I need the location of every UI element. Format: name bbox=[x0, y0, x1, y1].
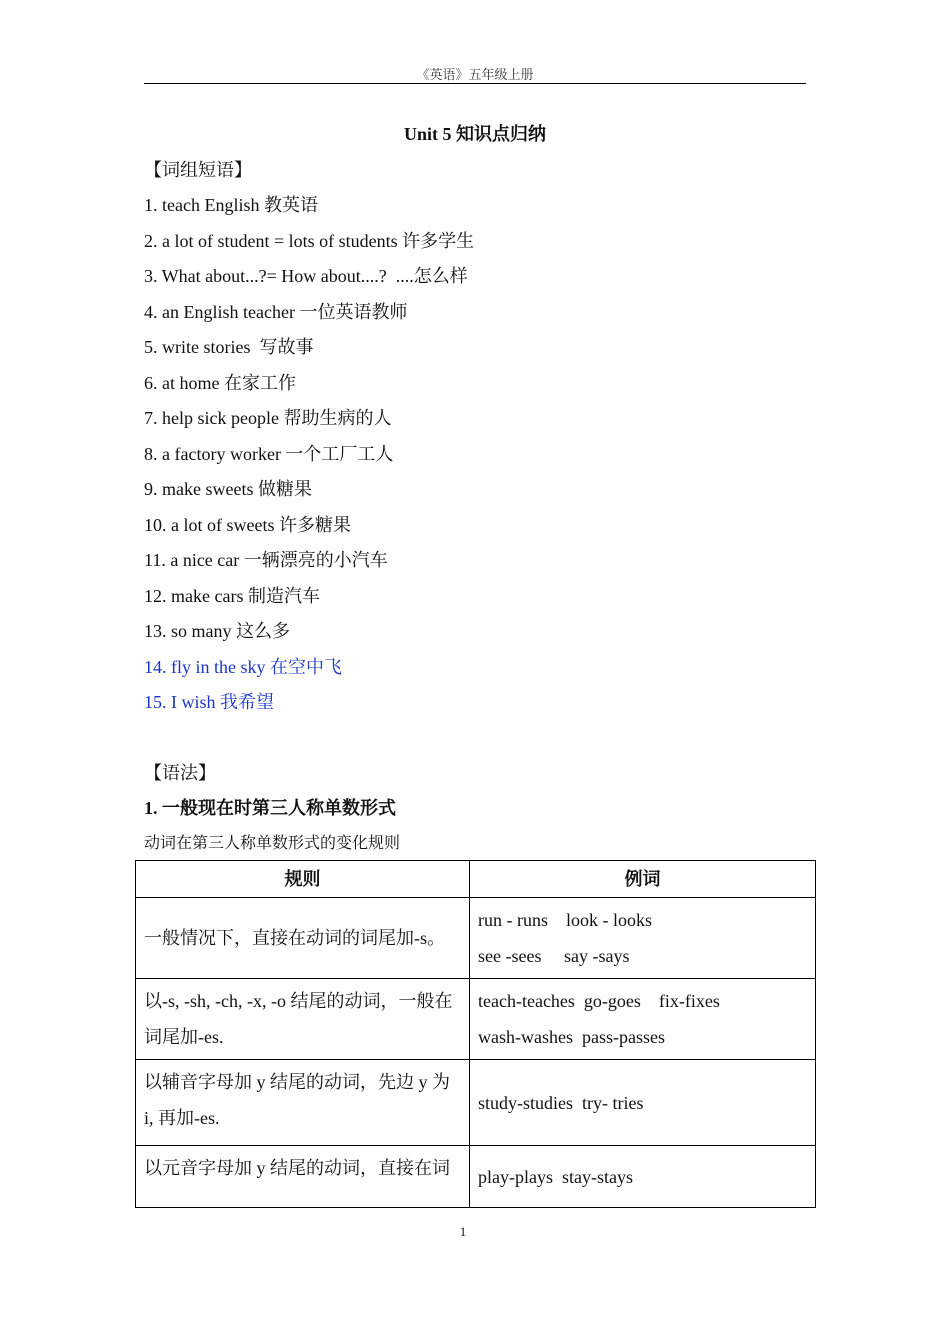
header-rule bbox=[144, 83, 806, 84]
third-person-rules-table bbox=[135, 860, 816, 1208]
rule-cell: 一般情况下，直接在动词的词尾加-s。 bbox=[136, 898, 470, 979]
rule-cell: 以辅音字母加 y 结尾的动词，先边 y 为 i, 再加-es. bbox=[136, 1060, 470, 1146]
examples-cell bbox=[470, 979, 816, 1060]
phrase-item: 9. make sweets 做糖果 bbox=[144, 479, 312, 499]
grammar-heading: 【语法】 bbox=[144, 763, 216, 783]
phrase-item-highlighted: 15. I wish 我希望 bbox=[144, 692, 274, 712]
phrase-item: 7. help sick people 帮助生病的人 bbox=[144, 408, 392, 428]
running-header: 《英语》五年级上册 bbox=[416, 67, 534, 82]
phrase-item: 8. a factory worker 一个工厂工人 bbox=[144, 444, 394, 464]
table-row bbox=[136, 1146, 816, 1208]
column-header-examples: 例词 bbox=[470, 861, 816, 898]
table-row bbox=[136, 1060, 816, 1146]
phrase-item: 5. write stories 写故事 bbox=[144, 337, 314, 357]
phrase-item: 12. make cars 制造汽车 bbox=[144, 586, 320, 606]
page-number: 1 bbox=[459, 1224, 467, 1239]
table-header-row bbox=[136, 861, 816, 898]
phrase-item: 13. so many 这么多 bbox=[144, 621, 290, 641]
examples-cell bbox=[470, 1060, 816, 1146]
phrase-item: 4. an English teacher 一位英语教师 bbox=[144, 302, 408, 322]
example-line: play-plays stay-stays bbox=[478, 1166, 633, 1187]
phrase-item: 3. What about...?= How about....? ....怎么样 bbox=[144, 266, 468, 286]
phrase-item: 1. teach English 教英语 bbox=[144, 195, 318, 215]
phrase-item: 6. at home 在家工作 bbox=[144, 373, 296, 393]
grammar-subheading: 1. 一般现在时第三人称单数形式 bbox=[144, 798, 396, 818]
grammar-intro: 动词在第三人称单数形式的变化规则 bbox=[144, 835, 401, 852]
examples-cell bbox=[470, 898, 816, 979]
phrase-item: 11. a nice car 一辆漂亮的小汽车 bbox=[144, 550, 388, 570]
table-row bbox=[136, 979, 816, 1060]
column-header-rule: 规则 bbox=[136, 861, 470, 898]
phrases-heading: 【词组短语】 bbox=[144, 160, 252, 180]
example-line: wash-washes pass-passes bbox=[478, 1027, 665, 1047]
example-line: teach-teaches go-goes fix-fixes bbox=[478, 991, 720, 1011]
phrase-item-highlighted: 14. fly in the sky 在空中飞 bbox=[144, 657, 342, 677]
examples-cell bbox=[470, 1146, 816, 1208]
example-line: study-studies try- tries bbox=[478, 1092, 644, 1113]
phrase-item: 10. a lot of sweets 许多糖果 bbox=[144, 515, 351, 535]
example-line: run - runs look - looks bbox=[478, 910, 652, 930]
page-title: Unit 5 知识点归纳 bbox=[403, 124, 546, 144]
table-row bbox=[136, 898, 816, 979]
phrase-item: 2. a lot of student = lots of students 许多学生 bbox=[144, 231, 475, 251]
example-line: see -sees say -says bbox=[478, 946, 630, 966]
rule-cell: 以-s, -sh, -ch, -x, -o 结尾的动词，一般在词尾加-es. bbox=[136, 979, 470, 1060]
rule-cell: 以元音字母加 y 结尾的动词，直接在词 bbox=[136, 1146, 470, 1208]
